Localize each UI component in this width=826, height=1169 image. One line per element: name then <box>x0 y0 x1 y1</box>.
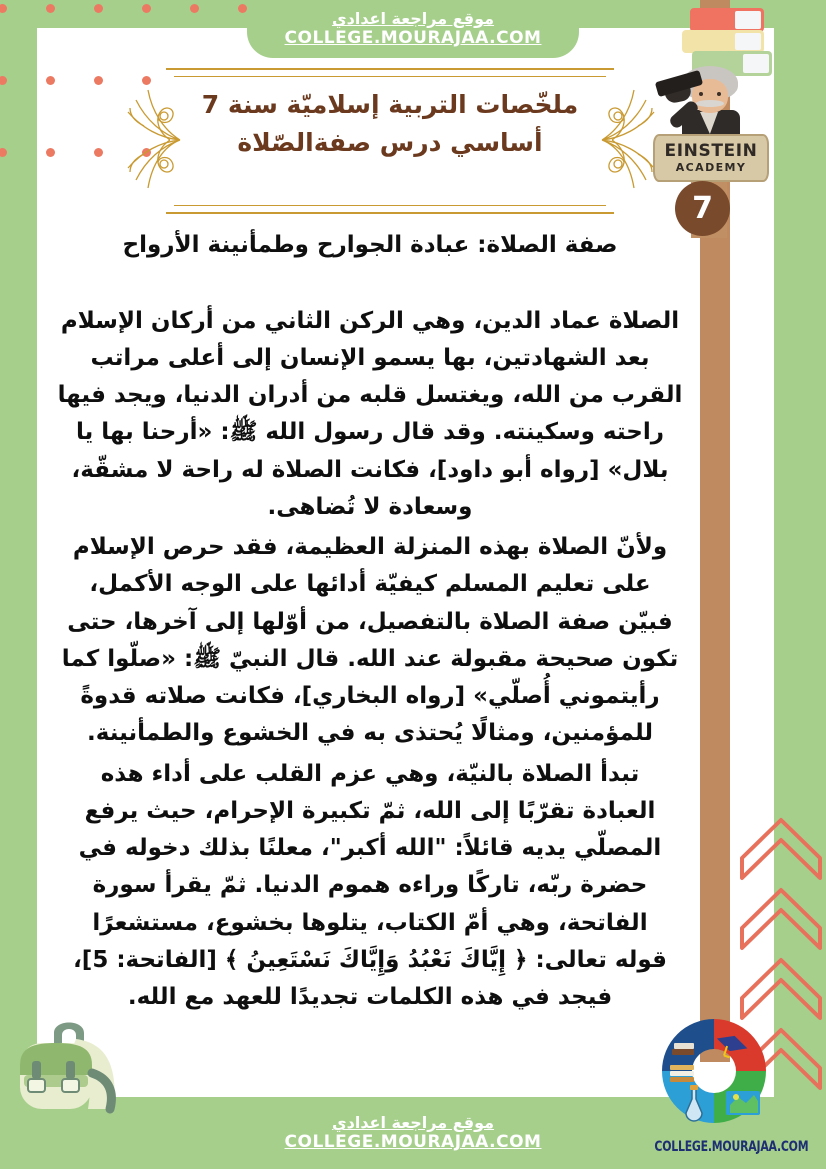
gold-flourish-left-icon <box>114 60 184 220</box>
site-header-ribbon <box>247 0 579 58</box>
academy-nameplate <box>653 134 769 182</box>
paragraph-2-line-3: فبيّن صفة الصلاة بالتفصيل، من أوّلها إلى آخرها، حتى <box>67 608 673 635</box>
paragraph-3 <box>40 756 700 1017</box>
paragraph-3-line-7: فيجد في هذه الكلمات تجديدًا للعهد مع الله. <box>127 984 613 1010</box>
paragraph-2-line-6: للمؤمنين، ومثالًا يُحتذى به في الخشوع والطمأنينة. <box>87 720 653 747</box>
einstein-moustache <box>696 100 724 107</box>
paragraph-1-line-1: الصلاة عماد الدين، وهي الركن الثاني من أركان الإسلام <box>60 307 680 334</box>
page-title-line-1: ملخّصات التربية إسلاميّة سنة 7 <box>201 90 579 119</box>
paragraph-1 <box>40 303 700 527</box>
einstein-figure <box>674 62 746 140</box>
paragraph-2-line-5: رأيتموني أُصلّي» [رواه البخاري]، فكانت صلاته قدوةً <box>80 683 660 709</box>
decorative-dot <box>142 4 151 13</box>
decorative-dot <box>46 148 55 157</box>
paragraph-2-line-2: على تعليم المسلم كيفيّة أدائها على الوجه الأكمل، <box>89 571 651 598</box>
paragraph-3-line-5: الفاتحة، وهي أمّ الكتاب، يتلوها بخشوع، مستشعرًا <box>92 909 648 936</box>
paragraph-3-line-2: العبادة تقرّبًا إلى الله، ثمّ تكبيرة الإحرام، حيث يرفع <box>84 797 656 824</box>
paragraph-1-line-4: راحته وسكينته. وقد قال رسول الله ﷺ: «أرحنا بها يا <box>76 419 664 446</box>
page-title-line-2: أساسي درس صفةالصّلاة <box>237 127 543 157</box>
academy-name-sub: ACADEMY <box>675 161 747 174</box>
site-footer-ribbon <box>247 1097 579 1169</box>
decorative-dot <box>94 4 103 13</box>
lesson-content <box>40 228 700 1019</box>
book-cream-icon <box>682 30 764 53</box>
grade-level-badge <box>675 181 730 236</box>
left-green-bar <box>0 0 37 1100</box>
paragraph-2-line-4: تكون صحيحة مقبولة عند الله. قال النبيّ ﷺ: «صلّوا كما <box>61 645 679 672</box>
academy-name-main: EINSTEIN <box>664 141 758 161</box>
paragraph-1-line-5: بلال» [رواه أبو داود]، فكانت الصلاة له راحة لا مشقّة، <box>71 456 669 483</box>
paragraph-3-line-6: قوله تعالى: ﴿ إِيَّاكَ نَعْبُدُ وَإِيَّاكَ نَسْتَعِينُ ﴾ [الفاتحة: 5]، <box>73 946 667 973</box>
einstein-academy-badge <box>648 6 770 236</box>
paragraph-1-line-3: القرب من الله، ويغتسل قلبه من أدران الدنيا، ويجد فيها <box>57 382 683 408</box>
title-frame <box>118 60 664 220</box>
education-circle-icon <box>658 1015 770 1127</box>
backpack-icon <box>10 1013 128 1117</box>
lesson-heading: صفة الصلاة: عبادة الجوارح وطمأنينة الأرواح <box>122 232 618 258</box>
site-url-bottom[interactable]: COLLEGE.MOURAJAA.COM <box>284 1132 542 1153</box>
decorative-dot <box>0 4 7 13</box>
paragraph-2 <box>40 529 700 753</box>
graduation-cap-icon <box>656 70 702 100</box>
einstein-eye-right <box>717 92 721 96</box>
book-red-icon <box>690 8 764 32</box>
paragraph-2-line-1: ولأنّ الصلاة بهذه المنزلة العظيمة، فقد حرص الإسلام <box>72 534 668 560</box>
decorative-dot <box>238 4 247 13</box>
site-watermark: COLLEGE.MOURAJAA.COM <box>654 1139 808 1155</box>
paragraph-3-line-1: تبدأ الصلاة بالنيّة، وهي عزم القلب على أداء هذه <box>100 760 640 787</box>
decorative-dot <box>94 148 103 157</box>
decorative-dot <box>94 76 103 85</box>
site-name-arabic-footer: موقع مراجعة اعدادي <box>331 1112 495 1132</box>
site-name-arabic: موقع مراجعة اعدادي <box>331 9 495 29</box>
paragraph-3-line-3: المصلّي يديه قائلاً: "الله أكبر"، معلنًا بذلك دخوله في <box>78 835 662 861</box>
paragraph-1-line-2: بعد الشهادتين، بها يسمو الإنسان إلى أعلى مراتب <box>90 344 650 371</box>
paragraph-1-line-6: وسعادة لا تُضاهى. <box>267 493 473 520</box>
decorative-dot <box>190 4 199 13</box>
grade-number: 7 <box>692 190 713 226</box>
decorative-dot <box>46 76 55 85</box>
page-title <box>178 86 602 161</box>
site-url-top[interactable]: COLLEGE.MOURAJAA.COM <box>284 27 542 48</box>
paragraph-3-line-4: حضرة ربّه، تاركًا وراءه هموم الدنيا. ثمّ يقرأ سورة <box>92 872 648 899</box>
decorative-dot <box>46 4 55 13</box>
